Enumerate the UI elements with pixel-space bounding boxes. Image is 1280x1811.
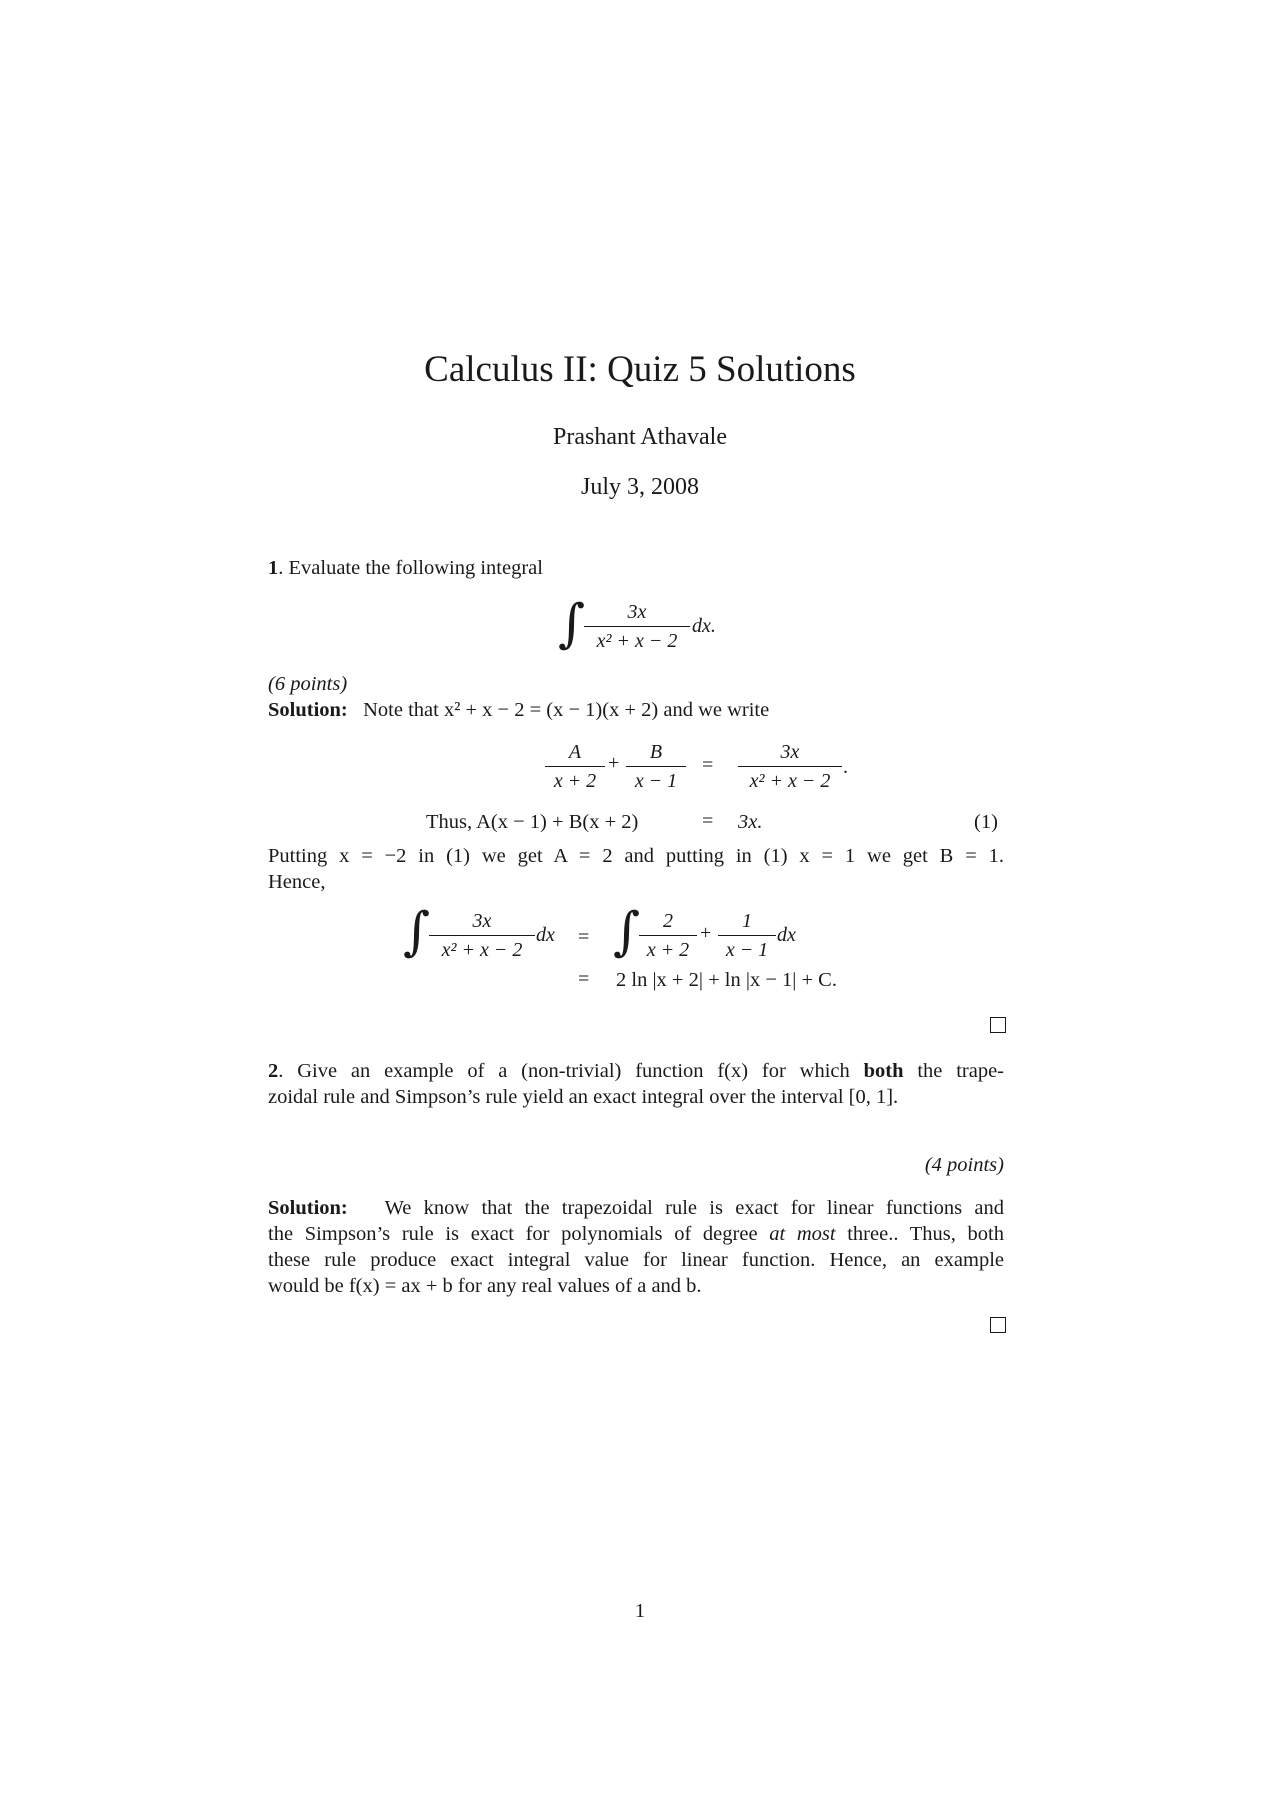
question-2-line-1 (268, 1058, 1004, 1084)
solution-2-text-2-pre: the Simpson’s rule is exact for polynomials of degree (268, 1223, 770, 1245)
final-rhs-fraction-2 (718, 909, 776, 962)
partial-a-denominator: x + 2 (553, 770, 597, 792)
question-1-number: 1 (268, 557, 279, 579)
solution-intro-text: Note that x² + x − 2 = (x − 1)(x + 2) and we write (363, 699, 770, 721)
final-rhs-dx: dx (777, 924, 796, 946)
question-1-text: . Evaluate the following integral (278, 557, 543, 579)
final-rhs-denominator-1: x + 2 (646, 939, 690, 961)
final-rhs-numerator-1: 2 (663, 910, 673, 932)
equals-sign: = (702, 754, 714, 776)
final-integral-sign-lhs: ∫ (403, 902, 431, 962)
equation-2-lhs: Thus, A(x − 1) + B(x + 2) (426, 811, 639, 833)
period: . (843, 756, 848, 778)
question-2-line-2: zoidal rule and Simpson’s rule yield an exact integral over the interval [0, 1]. (268, 1086, 899, 1108)
final-lhs-dx: dx (536, 924, 555, 946)
question-2-number: 2 (268, 1060, 279, 1082)
equals-sign-2: = (702, 810, 714, 832)
final-lhs-numerator: 3x (472, 910, 492, 932)
question-2-solution-line-1 (268, 1195, 1004, 1221)
rhs-numerator: 3x (780, 741, 800, 763)
qed-square-1 (990, 1017, 1006, 1033)
question-2-points: (4 points) (924, 1154, 1004, 1176)
partial-a-numerator: A (568, 741, 582, 763)
equation-2-rhs: 3x. (738, 811, 763, 833)
question-1-points: (6 points) (268, 673, 348, 695)
putting-line-1: Putting x = −2 in (1) we get A = 2 and putting in (1) x = 1 we get B = 1. (268, 845, 1004, 867)
page-title: Calculus II: Quiz 5 Solutions (424, 349, 856, 390)
qed-square-2 (990, 1317, 1006, 1333)
plus-sign: + (608, 752, 620, 774)
equals-sign-4: = (578, 968, 590, 990)
integral-sign: ∫ (558, 594, 586, 654)
rhs-denominator: x² + x − 2 (749, 770, 831, 792)
final-lhs-denominator: x² + x − 2 (441, 939, 523, 961)
final-rhs-fraction-1 (639, 909, 697, 962)
partial-b-numerator: B (649, 741, 663, 763)
integral-numerator: 3x (627, 601, 647, 623)
solution-2-text-2-post: three.. Thus, both (835, 1223, 1004, 1245)
integral-denominator: x² + x − 2 (596, 630, 678, 652)
question-1-solution-intro (268, 697, 769, 723)
question-2-text-pre: . Give an example of a (non-trivial) function f(x) for which (278, 1060, 864, 1082)
final-rhs-denominator-2: x − 1 (725, 939, 769, 961)
solution-label: Solution: (268, 699, 348, 721)
question-2-bold-word: both (863, 1060, 904, 1082)
integral-fraction (584, 600, 690, 653)
solution-2-label: Solution: (268, 1197, 348, 1219)
equation-number: (1) (974, 811, 998, 833)
solution-2-text-1: We know that the trapezoidal rule is exact for linear functions and (384, 1197, 1005, 1219)
author-name: Prashant Athavale (553, 424, 727, 450)
final-integral-sign-rhs: ∫ (613, 902, 641, 962)
final-rhs-numerator-2: 1 (742, 910, 752, 932)
final-result: 2 ln |x + 2| + ln |x − 1| + C. (616, 969, 837, 991)
question-2-text-post: the trape- (903, 1060, 1004, 1082)
question-2-solution-line-4: would be f(x) = ax + b for any real values of a and b. (268, 1275, 702, 1297)
partial-fraction-rhs (738, 740, 842, 793)
document-date: July 3, 2008 (580, 474, 699, 500)
solution-2-italic: at most (769, 1223, 836, 1245)
question-1-prompt (268, 555, 543, 581)
equals-sign-3: = (578, 926, 590, 948)
plus-sign-2: + (700, 922, 712, 944)
partial-fraction-a (545, 740, 605, 793)
question-2-solution-line-3: these rule produce exact integral value for linear function. Hence, an example (268, 1249, 1004, 1271)
integral-dx: dx. (692, 615, 716, 637)
putting-line-2: Hence, (268, 871, 326, 893)
question-2-solution-line-2 (268, 1221, 1004, 1247)
final-lhs-fraction (429, 909, 535, 962)
page-number: 1 (634, 1600, 646, 1622)
partial-b-denominator: x − 1 (634, 770, 678, 792)
partial-fraction-b (626, 740, 686, 793)
